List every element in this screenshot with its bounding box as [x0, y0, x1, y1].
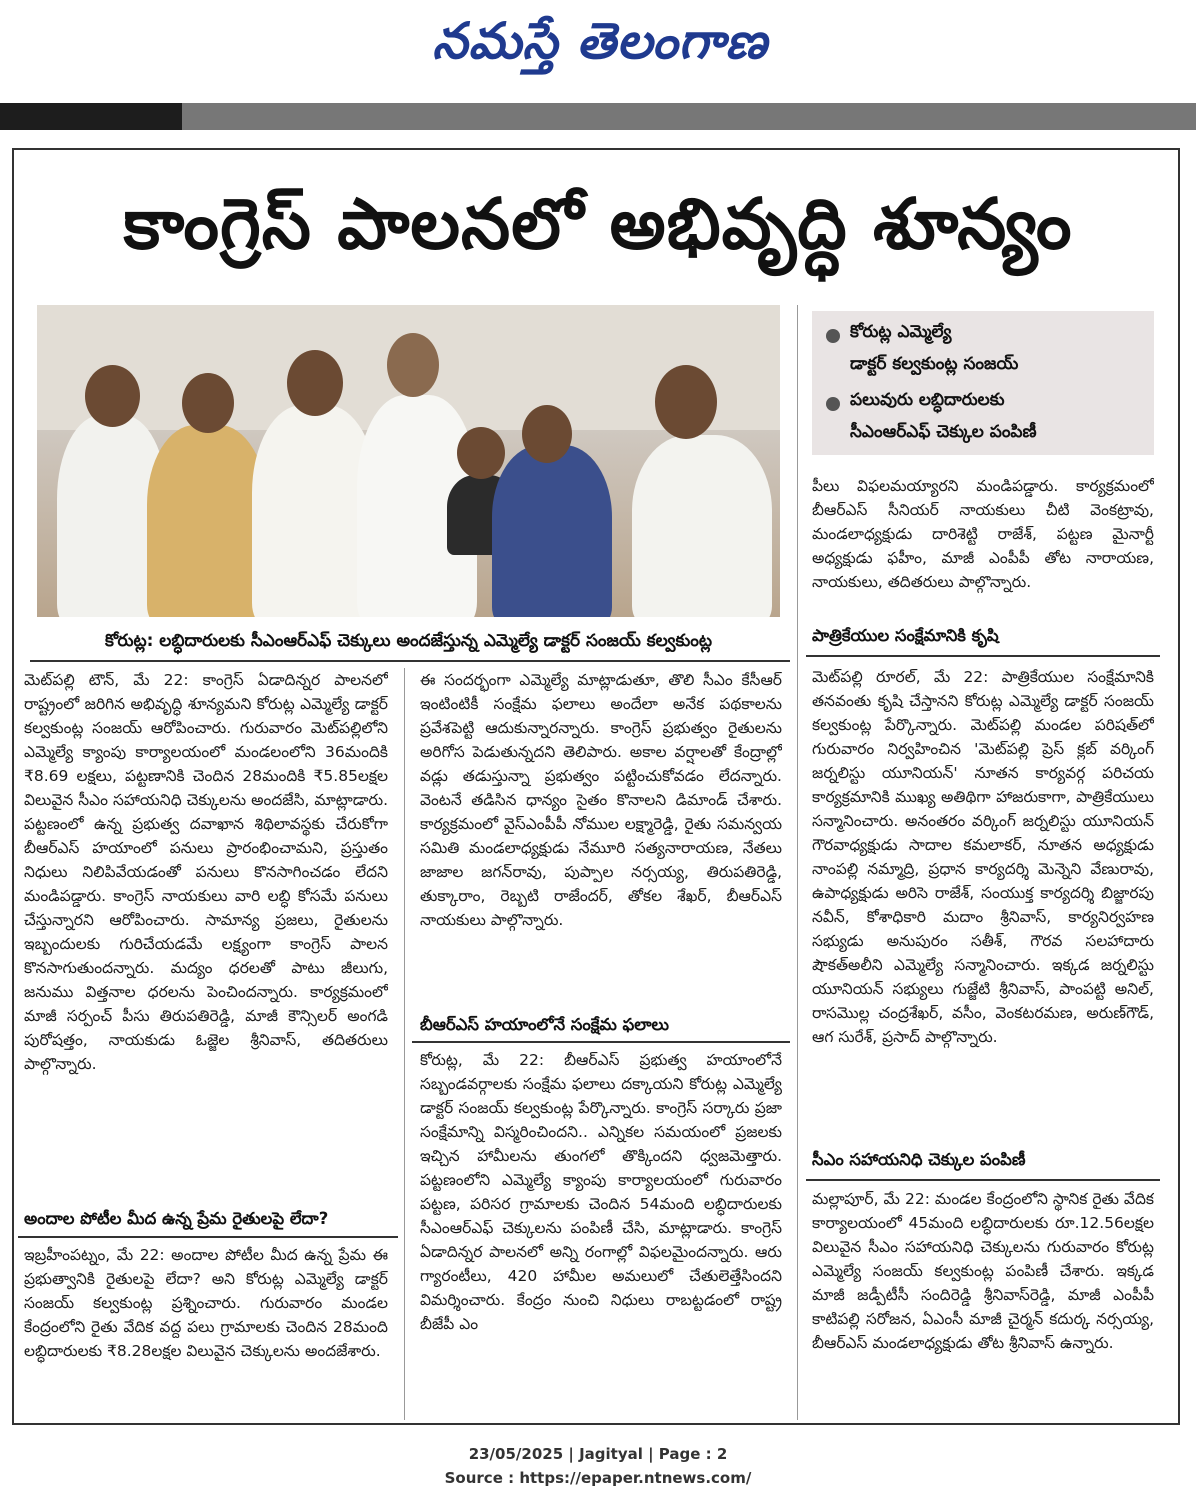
highlight-line: కోరుట్ల ఎమ్మెల్యే	[850, 322, 952, 342]
col1-para2: ఇబ్రహీంపట్నం, మే 22: అందాల పోటీల మీద ఉన్న ప్రేమ ఈ ప్రభుత్వానికి రైతులపై లేదా? అని కోరుట్ల ఎమ్మెల్యే డాక్టర్ సంజయ్ కల్వకుంట్ల ప్రశ్నించారు. గురువారం మండల కేంద్రంలోని రైతు వేదిక వద్ద పలు గ్రామాలకు చెందిన 28మంది లబ్ధిదారులకు ₹8.28లక్షల విలువైన చెక్కులను అందజేశారు.	[24, 1246, 388, 1360]
photo-head	[182, 373, 234, 433]
highlight-line: సీఎంఆర్ఎఫ్ చెక్కుల పంపిణీ	[850, 422, 1037, 442]
caption-rule	[30, 660, 790, 662]
bullet-icon	[826, 397, 840, 411]
photo-head	[85, 365, 140, 427]
col3-para2: మెట్‌పల్లి రూరల్, మే 22: పాత్రికేయుల సంక్షేమానికి తనవంతు కృషి చేస్తానని కోరుట్ల ఎమ్మెల్యే డాక్టర్ సంజయ్ కల్వకుంట్ల పేర్కొన్నారు. మెట్‌పల్లి మండల పరిషత్‌లో గురువారం నిర్వహించిన 'మెట్‌పల్లి ప్రెస్ క్లబ్ వర్కింగ్ జర్నలిస్టు యూనియన్' నూతన కార్యవర్గ పరిచయ కార్యక్రమానికి ముఖ్య అతిథిగా హాజరుకాగా, పాత్రికేయులు సన్మానించారు. అనంతరం వర్కింగ్ జర్నలిస్టు యూనియన్ గౌరవాధ్యక్షుడు సాదాల కమలాకర్, నూతన అధ్యక్షుడు నాంపల్లి నమ్మాద్రి, ప్రధాన కార్యదర్శి మెన్నెని వేణురావు, ఉపాధ్యక్షుడు అరిసె రాజేశ్, సంయుక్త కార్యదర్శి బిజ్జారపు నవీన్, కోశాధికారి మదాం శ్రీనివాస్, కార్యనిర్వహణ సభ్యుడు అనుపురం సతీశ్, గౌరవ సలహాదారు షౌకత్‌అలీని ఎమ్మెల్యే సన్మానించారు. ఇక్కడ జర్నలిస్టు యూనియన్ సభ్యులు గుజ్జేటి శ్రీనివాస్, పాంపట్టి అనిల్, రాసమొల్ల చంద్రశేఖర్, వసీం, వెంకటరమణ, అరుణ్‌గౌడ్, ఆగ సురేశ్, ప్రసాద్ పాల్గొన్నారు.	[812, 668, 1154, 1046]
photo-person	[632, 435, 772, 617]
column-divider	[797, 305, 798, 1420]
article-headline: కాంగ్రెస్ పాలనలో అభివృద్ధి శూన్యం	[123, 183, 1073, 265]
newspaper-logo: నమస్తే తెలంగాణ	[432, 11, 768, 70]
col1-subhead: అందాల పోటీల మీద ఉన్న ప్రేమ రైతులపై లేదా?	[24, 1209, 329, 1228]
col2-para1: ఈ సందర్భంగా ఎమ్మెల్యే మాట్లాడుతూ, తొలి సీఎం కేసీఆర్ ఇంటింటికీ సంక్షేమ ఫలాలు అందేలా అనేక పథకాలను ప్రవేశపెట్టి ఆదుకున్నారన్నారు. కాంగ్రెస్ ప్రభుత్వం రైతులను అరిగోస పెడుతున్నదని తెలిపారు. అకాల వర్షాలతో కేంద్రాల్లో వడ్లు తడుస్తున్నా ప్రభుత్వం పట్టించుకోవడం లేదన్నారు. వెంటనే తడిసిన ధాన్యం సైతం కొనాలని డిమాండ్ చేశారు. కార్యక్రమంలో వైస్ఎంపీపీ నోముల లక్ష్మారెడ్డి, రైతు సమన్వయ సమితి మండలాధ్యక్షుడు నేమూరి సత్యనారాయణ, నేతలు జాజాల జగన్‌రావు, పుప్పాల నర్సయ్య, తిరుపతిరెడ్డి, తుక్కారాం, రెబ్బటి రాజేందర్, తోకల శేఖర్, బీఆర్ఎస్ నాయకులు పాల్గొన్నారు.	[420, 671, 782, 929]
photo-head	[655, 365, 717, 439]
news-photo	[37, 305, 780, 617]
photo-head	[522, 405, 572, 463]
footer-source-link[interactable]: Source : https://epaper.ntnews.com/	[444, 1469, 752, 1487]
col2-subhead: బీఆర్ఎస్ హయాంలోనే సంక్షేమ ఫలాలు	[420, 1015, 669, 1034]
subhead-rule	[412, 1041, 790, 1043]
col3-subhead2: సీఎం సహాయనిధి చెక్కుల పంపిణీ	[812, 1150, 1026, 1169]
header-rule-gray	[182, 103, 1196, 130]
column-divider	[404, 668, 405, 1420]
col3-para3: మల్లాపూర్, మే 22: మండల కేంద్రంలోని స్థానిక రైతు వేదిక కార్యాలయంలో 45మంది లబ్ధిదారులకు రూ.12.56లక్షల విలువైన సీఎం సహాయనిధి చెక్కులను గురువారం కోరుట్ల ఎమ్మెల్యే సంజయ్ కల్వకుంట్ల పంపిణీ చేశారు. ఇక్కడ మాజీ జడ్పీటీసీ సందిరెడ్డి శ్రీనివాస్‌రెడ్డి, మాజీ ఎంపీపీ కాటిపల్లి సరోజన, ఏఎంసీ మాజీ చైర్మన్ కదుర్క నర్సయ్య, బీఆర్ఎస్ మండలాధ్యక్షుడు తోట శ్రీనివాస్ ఉన్నారు.	[812, 1190, 1154, 1352]
subhead-rule	[806, 655, 1160, 657]
col1-para1: మెట్‌పల్లి టౌన్, మే 22: కాంగ్రెస్ ఏడాదిన్నర పాలనలో రాష్ట్రంలో జరిగిన అభివృద్ధి శూన్యమని కోరుట్ల ఎమ్మెల్యే డాక్టర్ కల్వకుంట్ల సంజయ్ ఆరోపించారు. గురువారం మెట్‌పల్లిలోని ఎమ్మెల్యే క్యాంపు కార్యాలయంలో మండలంలోని 36మందికి ₹8.69 లక్షలు, పట్టణానికి చెందిన 28మందికి ₹5.85లక్షల విలువైన సీఎం సహాయనిధి చెక్కులను అందజేసి, మాట్లాడారు. పట్టణంలో ఉన్న ప్రభుత్వ దవాఖాన శిథిలావస్థకు చేరుకోగా బీఆర్ఎస్ హయాంలో పనులు ప్రారంభించామని, ప్రస్తుతం నిధులు నిలిపివేయడంతో పనులు కొనసాగించడం లేదని మండిపడ్డారు. కాంగ్రెస్ నాయకులు వారి లబ్ధి కోసమే పనులు చేస్తున్నారని ఆరోపించారు. సామాన్య ప్రజలు, రైతులను ఇబ్బందులకు గురిచేయడమే లక్ష్యంగా కాంగ్రెస్ పాలన కొనసాగుతుందన్నారు. మద్యం ధరలతో పాటు జీలుగు, జనుము విత్తనాల ధరలను పెంచిందన్నారు. కార్యక్రమంలో మాజీ సర్పంచ్ పీసు తిరుపతిరెడ్డి, మాజీ కౌన్సిలర్ అంగడి పురోషత్తం, నాయకుడు ఓజ్జెల శ్రీనివాస్, తదితరులు పాల్గొన్నారు.	[24, 671, 388, 1073]
header-rule-dark	[0, 103, 182, 130]
photo-caption: కోరుట్ల: లబ్ధిదారులకు సీఎంఆర్ఎఫ్ చెక్కులు అందజేస్తున్న ఎమ్మెల్యే డాక్టర్ సంజయ్ కల్వకుంట్ల	[105, 631, 712, 651]
col2-para2: కోరుట్ల, మే 22: బీఆర్ఎస్ ప్రభుత్వ హయాంలోనే సబ్బండవర్గాలకు సంక్షేమ ఫలాలు దక్కాయని కోరుట్ల ఎమ్మెల్యే డాక్టర్ సంజయ్ కల్వకుంట్ల పేర్కొన్నారు. కాంగ్రెస్ సర్కారు ప్రజా సంక్షేమాన్ని విస్మరించిందని.. ఎన్నికల సమయంలో ప్రజలకు ఇచ్చిన హామీలను తుంగలో తొక్కిందని ధ్వజమెత్తారు. పట్టణంలోని ఎమ్మెల్యే క్యాంపు కార్యాలయంలో గురువారం పట్టణ, పరిసర గ్రామాలకు చెందిన 54మంది లబ్ధిదారులకు సీఎంఆర్ఎఫ్ చెక్కులను పంపిణీ చేసి, మాట్లాడారు. కాంగ్రెస్ ఏడాదిన్నర పాలనలో అన్ని రంగాల్లో విఫలమైందన్నారు. ఆరు గ్యారంటీలు, 420 హామీల అమలులో చేతులెత్తేసిందని విమర్శించారు. కేంద్రం నుంచి నిధులు రాబట్టడంలో రాష్ట్ర బీజేపీ ఎం	[420, 1051, 782, 1333]
highlight-line: డాక్టర్ కల్వకుంట్ల సంజయ్	[850, 354, 1019, 374]
highlights-box	[812, 311, 1154, 455]
col3-subhead1: పాత్రికేయుల సంక్షేమానికి కృషి	[812, 626, 999, 645]
photo-person	[492, 445, 612, 617]
col3-para1: పీలు విఫలమయ్యారని మండిపడ్డారు. కార్యక్రమంలో బీఆర్ఎస్ సీనియర్ నాయకులు చీటి వెంకట్రావు, మండలాధ్యక్షుడు దారిశెట్టి రాజేశ్, పట్టణ మైనార్టీ అధ్యక్షుడు ఫహీం, మాజీ ఎంపీపీ తోట నారాయణ, నాయకులు, తదితరులు పాల్గొన్నారు.	[812, 477, 1154, 591]
footer-date-edition: 23/05/2025 | Jagityal | Page : 2	[468, 1445, 728, 1463]
photo-person	[147, 425, 267, 617]
masthead	[0, 0, 1196, 100]
highlight-line: పలువురు లబ్ధిదారులకు	[850, 390, 1005, 410]
bullet-icon	[826, 329, 840, 343]
photo-head	[387, 333, 439, 397]
photo-head	[457, 427, 505, 479]
photo-head	[287, 350, 343, 416]
subhead-rule	[806, 1179, 1160, 1181]
subhead-rule	[18, 1236, 398, 1238]
